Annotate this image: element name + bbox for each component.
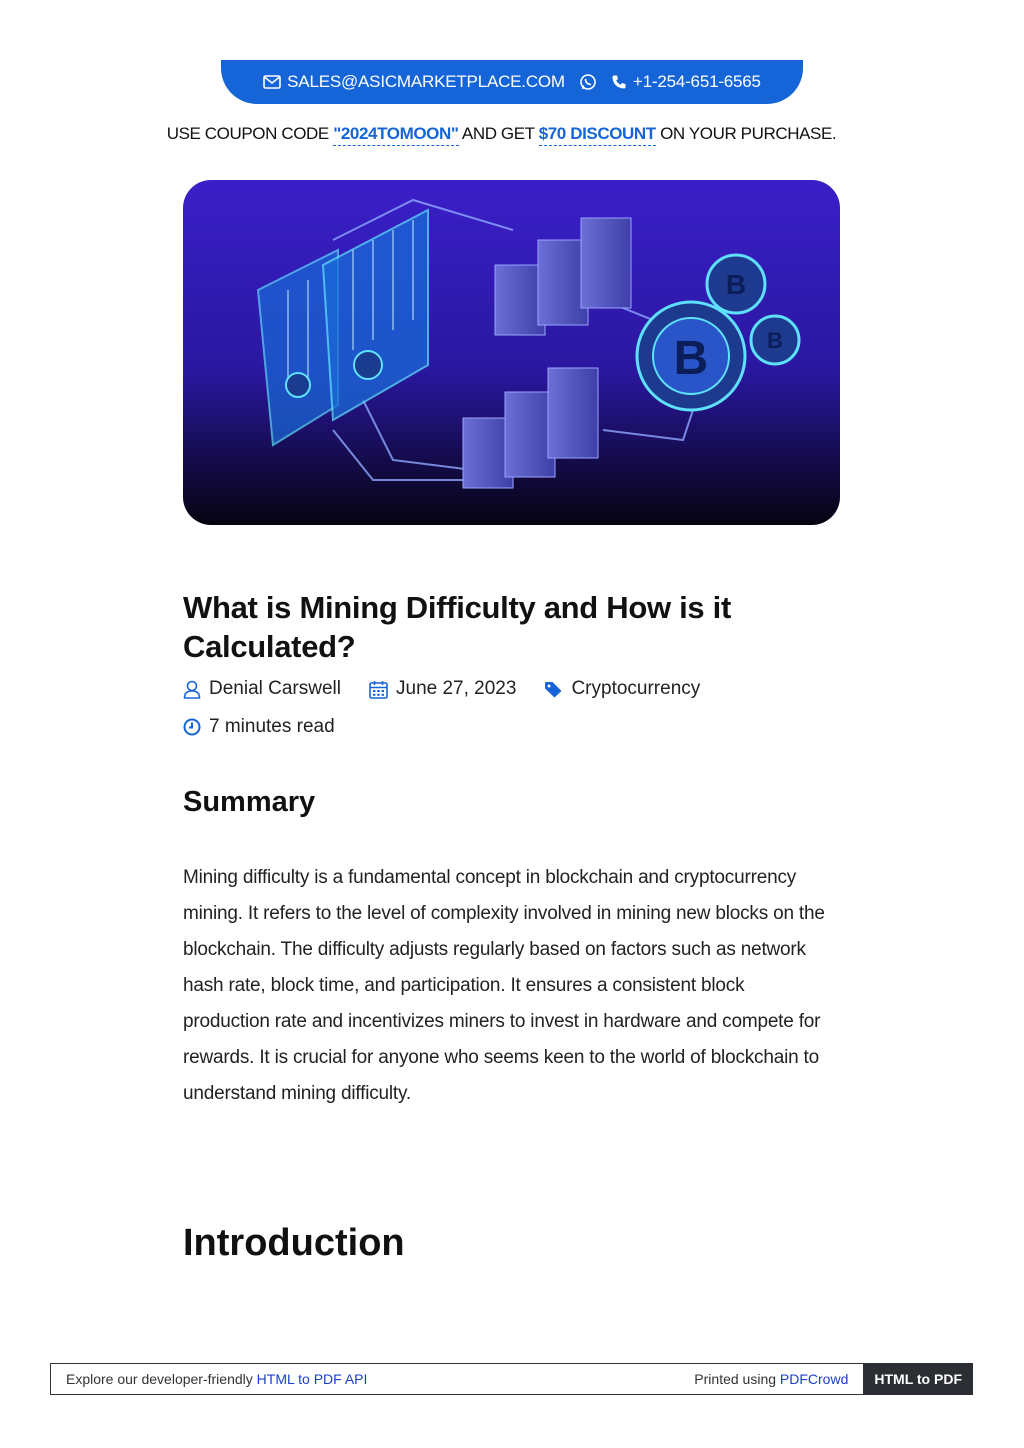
read-time [183, 716, 335, 738]
footer-right [694, 1371, 863, 1387]
tag-icon [544, 681, 563, 698]
email-text: SALES@ASICMARKETPLACE.COM [287, 72, 565, 91]
bitcoin-symbol-large: B [673, 332, 709, 385]
hero-image [183, 180, 840, 525]
publish-date [369, 678, 516, 700]
whatsapp-link[interactable] [579, 73, 597, 91]
coupon-suffix: ON YOUR PURCHASE. [660, 124, 837, 143]
bitcoin-symbol-medium: B [725, 269, 747, 300]
pdfcrowd-link[interactable]: PDFCrowd [779, 1371, 849, 1387]
intro-heading: Introduction [183, 1222, 405, 1264]
bitcoin-coin-small [751, 316, 799, 364]
mining-illustration [183, 180, 840, 525]
coupon-banner [0, 124, 1003, 144]
coupon-middle: AND GET [461, 124, 535, 143]
user-icon [183, 680, 201, 699]
bitcoin-coin-medium [707, 255, 765, 313]
coupon-code[interactable]: "2024TOMOON" [333, 124, 458, 146]
printed-text: Printed using [694, 1371, 777, 1387]
phone-text: +1-254-651-6565 [632, 72, 761, 91]
envelope-icon [263, 75, 281, 89]
coupon-prefix: USE COUPON CODE [166, 124, 329, 143]
footer-text: Explore our developer-friendly [66, 1371, 253, 1387]
summary-heading: Summary [183, 786, 316, 818]
clock-icon [183, 718, 201, 736]
author-name: Denial Carswell [209, 678, 341, 699]
page-title: What is Mining Difficulty and How is it Calculated? [183, 590, 732, 664]
article-meta [183, 678, 700, 700]
category-text: Cryptocurrency [571, 678, 701, 699]
footer-left [51, 1371, 694, 1387]
summary-paragraph: Mining difficulty is a fundamental concept in blockchain and cryptocurrency mining. It refers to the level of complexity involved in mining new blocks on the blockchain. The difficulty adjusts regularly based on factors such as network hash rate, block time, and participation. It ensures a consistent block production rate and incentivizes miners to invest in hardware and compete for rewards. It is crucial for anyone who seems keen to the world of blockchain to understand mining difficulty. [183, 867, 825, 1104]
html-to-pdf-button[interactable]: HTML to PDF [863, 1363, 973, 1395]
author[interactable] [183, 678, 341, 700]
html-to-pdf-api-link[interactable]: HTML to PDF API [256, 1371, 368, 1387]
phone-link[interactable] [611, 72, 761, 92]
contact-bar [221, 60, 803, 104]
email-link[interactable] [263, 72, 565, 92]
bitcoin-coin-large [637, 302, 745, 410]
read-time-text: 7 minutes read [209, 716, 335, 737]
calendar-icon [369, 680, 388, 699]
bitcoin-symbol-small: B [767, 328, 783, 353]
phone-icon [611, 74, 627, 90]
date-text: June 27, 2023 [396, 678, 517, 699]
coupon-discount[interactable]: $70 DISCOUNT [539, 124, 656, 146]
category[interactable] [544, 678, 700, 700]
pdf-footer [50, 1363, 973, 1395]
whatsapp-icon [579, 73, 597, 91]
